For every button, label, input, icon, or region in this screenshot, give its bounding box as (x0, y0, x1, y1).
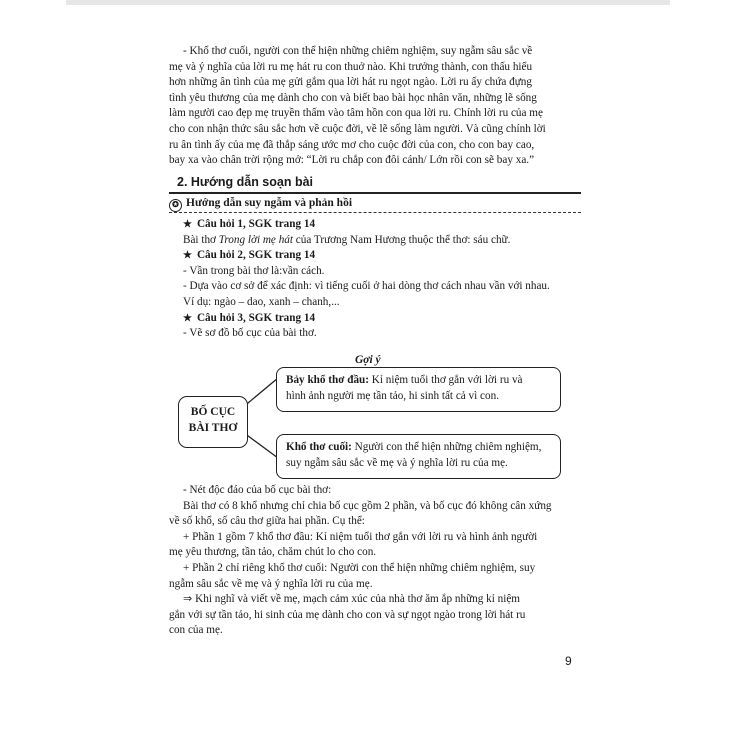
center-label-line2: BÀI THƠ (188, 421, 238, 434)
explanation-line: + Phần 2 chỉ riêng khổ thơ cuối: Người con thể hiện những chiêm nghiệm, suy (183, 561, 536, 574)
star-icon: ★ (183, 219, 192, 230)
question-3-title: ★ Câu hỏi 3, SGK trang 14 (169, 311, 581, 327)
question-3-line: - Vẽ sơ đồ bố cục của bài thơ. (183, 327, 317, 340)
box-part1-line2: hình ảnh người mẹ tần tảo, hi sinh tất cả vì con. (286, 389, 499, 402)
diagram-center-box (178, 396, 248, 448)
conclusion-line: ⇒ Khi nghĩ và viết về mẹ, mạch cảm xúc của nhà thơ ăm ắp những kỉ niệm (183, 593, 520, 606)
section-title: 2. Hướng dẫn soạn bài (177, 175, 314, 189)
explanation-line: về số khổ, số câu thơ giữa hai phần. Cụ thể: (169, 515, 365, 528)
explanation-line: Bài thơ có 8 khổ nhưng chỉ chia bố cục gồm 2 phần, và bố cục đó không cân xứng (183, 499, 552, 512)
question-2-title: ★ Câu hỏi 2, SGK trang 14 (169, 248, 581, 264)
question-2-line: - Vần trong bài thơ là:vần cách. (183, 264, 325, 277)
question-2-line: Ví dụ: ngào – dao, xanh – chanh,... (183, 295, 340, 308)
intro-line: bay xa vào chân trời rộng mở: “Lời ru chắp con đôi cánh/ Lớn rồi con sẽ bay xa.” (169, 154, 535, 167)
diagram-box-part2 (276, 434, 561, 479)
center-label-line1: BỐ CỤC (190, 406, 236, 418)
star-icon: ★ (183, 250, 192, 262)
explanation-line: mẹ yêu thương, tần tảo, chăm chút lo cho con. (169, 546, 377, 559)
intro-line: tình yêu thương của mẹ dành cho con và biết bao bài học nhân văn, những lẽ sống (169, 91, 537, 104)
box-part2-line2: suy ngẫm sâu sắc về mẹ và ý nghĩa lời ru của mẹ. (286, 456, 508, 469)
star-icon: ★ (183, 312, 192, 324)
intro-line: ru ân tình ấy của mẹ đã thắp sáng ước mơ cho cuộc đời của con, cho con bay cao, (169, 138, 535, 151)
subsection-title: Hướng dẫn suy ngẫm và phản hồi (186, 197, 353, 209)
box-part2-line1: Khổ thơ cuối: Người con thể hiện những chiêm nghiệm, (286, 441, 542, 453)
conclusion-line: gắn với sự tần tảo, hi sinh của mẹ dành cho con và sự ngọt ngào trong lời hát ru (169, 608, 526, 621)
layout-explanation (169, 483, 581, 639)
gear-circle-icon: ✪ (169, 199, 182, 212)
intro-line: - Khổ thơ cuối, người con thể hiện những chiêm nghiệm, suy ngẫm sâu sắc về (183, 45, 533, 57)
page-number: 9 (565, 654, 572, 668)
question-2-line: - Dựa vào cơ sở để xác định: vì tiếng cuối ở hai dòng thơ cách nhau vần với nhau. (183, 280, 550, 293)
explanation-line: + Phần 1 gồm 7 khổ thơ đầu: Kỉ niệm tuổi thơ gắn với lời ru và hình ảnh người (183, 530, 538, 543)
intro-line: cho con nhận thức sâu sắc hơn về cuộc đời, về lẽ sống làm người. Và cũng chính lời (169, 122, 546, 135)
intro-line: hơn những ân tình của mẹ gửi gắm qua lời hát ru ngọt ngào. Lời ru ấy chứa đựng (169, 76, 532, 89)
conclusion-line: con của mẹ. (169, 624, 223, 637)
intro-line: mẹ và ý nghĩa của lời ru mẹ hát ru con thuở nào. Khi trưởng thành, con thấu hiểu (169, 60, 533, 73)
diagram-box-part1 (276, 367, 561, 412)
box-part1-line1: Bảy khổ thơ đầu: Kỉ niệm tuổi thơ gắn với lời ru và (286, 374, 523, 386)
explanation-line: - Nét độc đáo của bố cục bài thơ: (183, 484, 332, 496)
intro-line: làm người cao đẹp mẹ truyền thấm vào tâm hồn con qua lời ru. Chính lời ru của mẹ (169, 107, 543, 120)
hint-label: Gợi ý (355, 354, 381, 366)
question-1-answer: Bài thơ Trong lời mẹ hát của Trương Nam Hương thuộc thể thơ: sáu chữ. (183, 233, 511, 246)
question-1-title: ★ Câu hỏi 1, SGK trang 14 (169, 217, 581, 233)
explanation-line: ngẫm sâu sắc về mẹ và ý nghĩa lời ru của mẹ. (169, 577, 373, 590)
